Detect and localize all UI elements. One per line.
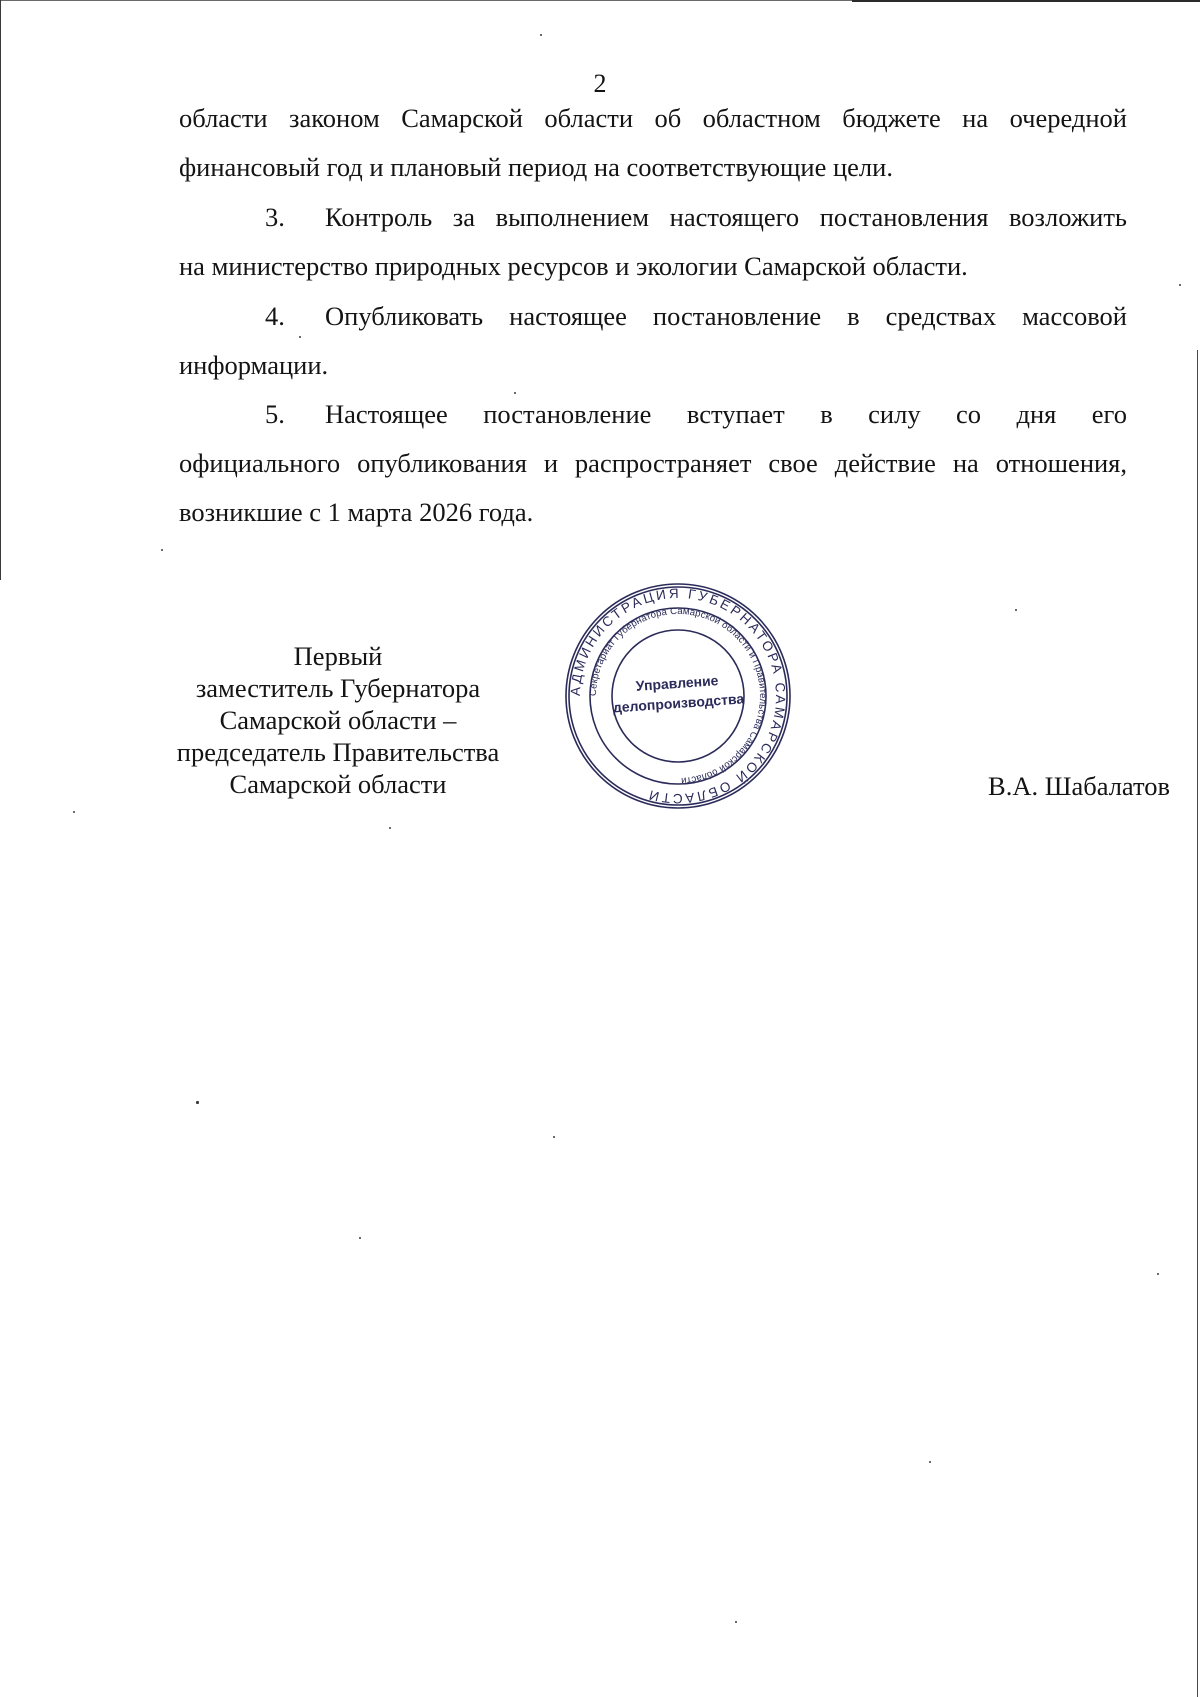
stamp-outer-text: АДМИНИСТРАЦИЯ ГУБЕРНАТОРА САМАРСКОЙ ОБЛАСТИ [567, 585, 789, 807]
official-seal-stamp [562, 580, 794, 812]
stamp-center-line-1: Управление [635, 672, 719, 694]
signer-position-line: заместитель Губернатора [195, 673, 481, 703]
item-text: Контроль за выполнением настоящего постановления возложить [325, 202, 1127, 232]
scan-edge-right [1197, 350, 1198, 1697]
item-5-first-line [179, 390, 1127, 439]
scan-speck [359, 1237, 361, 1239]
page-number: 2 [593, 69, 607, 98]
item-text: Опубликовать настоящее постановление в средствах массовой [325, 301, 1127, 331]
signer-position-line: Самарской области [229, 769, 447, 799]
scan-speck [73, 811, 75, 813]
scan-speck [1179, 284, 1181, 286]
scan-speck [929, 1461, 931, 1463]
stamp-ring-text: Секретариат Губернатора Самарской области и Правительства Самарской области [587, 605, 769, 787]
stamp-center-line-2: делопроизводства [612, 690, 745, 716]
scan-edge-top-right [852, 0, 1200, 2]
body-line: области законом Самарской области об областном бюджете на очередной [179, 103, 1127, 133]
scan-speck [161, 549, 163, 551]
item-4-first-line [179, 292, 1127, 341]
item-3-first-line [179, 193, 1127, 242]
body-line: финансовый год и плановый период на соответствующие цели. [179, 152, 893, 182]
item-3-second-line: на министерство природных ресурсов и экологии Самарской области. [179, 251, 968, 281]
item-4-second-line: информации. [179, 350, 329, 380]
scan-speck [540, 34, 542, 36]
signer-position-line: Самарской области – [219, 705, 457, 735]
signer-name: В.А. Шабалатов [988, 771, 1170, 801]
item-5-second-line: официального опубликования и распространяет свое действие на отношения, [179, 448, 1127, 478]
scan-speck [1015, 609, 1017, 611]
scan-speck [735, 1621, 737, 1623]
item-number: 4. [265, 301, 285, 331]
item-text: Настоящее постановление вступает в силу со дня его [325, 399, 1127, 429]
scan-speck [553, 1136, 555, 1138]
signer-position-line: Первый [293, 641, 383, 671]
item-number: 5. [265, 399, 285, 429]
item-number: 3. [265, 202, 285, 232]
scan-speck [196, 1101, 199, 1104]
item-5-third-line: возникшие с 1 марта 2026 года. [179, 497, 534, 527]
signer-position [148, 640, 528, 800]
scan-speck [389, 827, 391, 829]
signer-position-line: председатель Правительства [176, 737, 500, 767]
scan-speck [1157, 1273, 1159, 1275]
